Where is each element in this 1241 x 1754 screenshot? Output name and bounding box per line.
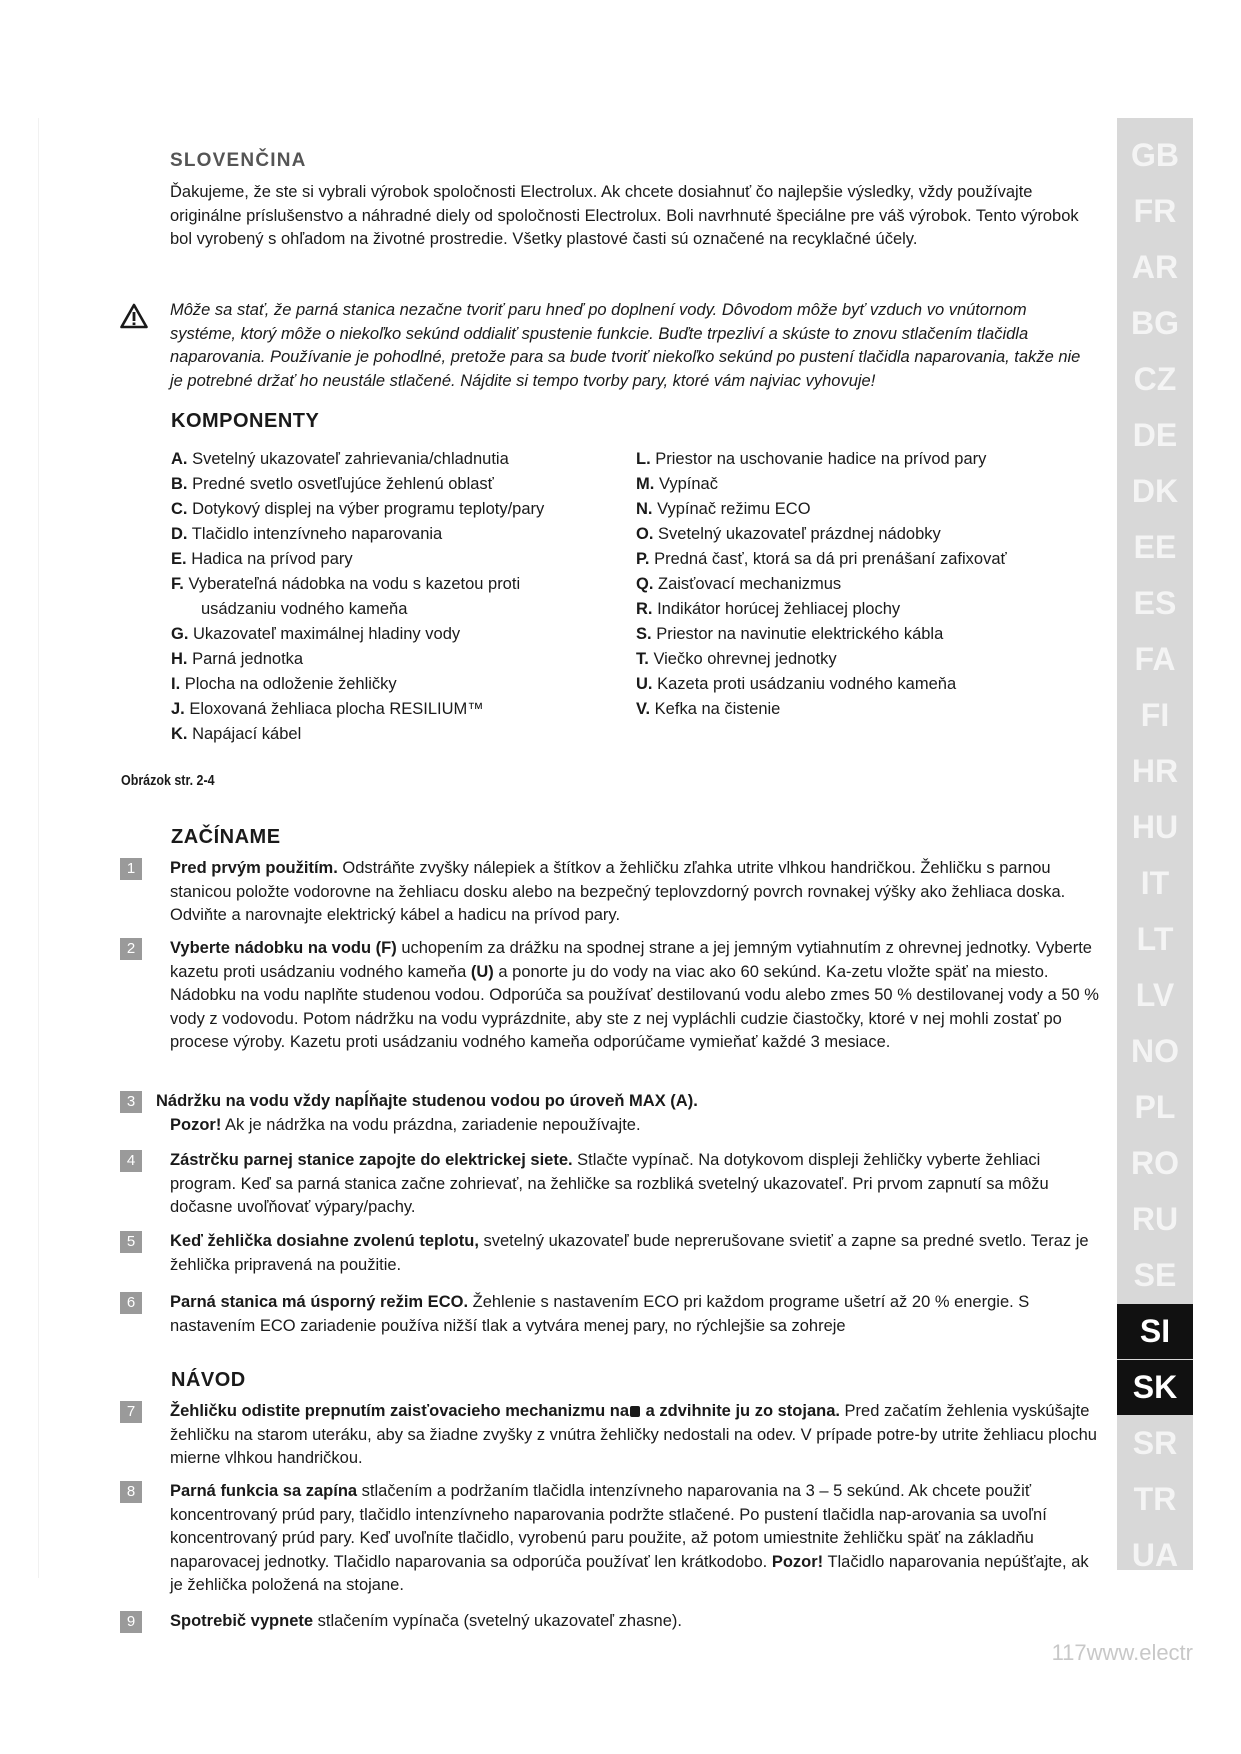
step-number-badge: 3 xyxy=(120,1091,142,1113)
step-number-badge: 6 xyxy=(120,1292,142,1314)
component-item: P. Predná časť, ktorá sa dá pri prenášaní zafixovať xyxy=(636,550,1007,568)
language-tab-fa[interactable]: FA xyxy=(1134,641,1176,677)
language-tab-dk[interactable]: DK xyxy=(1131,473,1179,509)
component-item: K. Napájací kábel xyxy=(171,725,302,743)
component-item: D. Tlačidlo intenzívneho naparovania xyxy=(171,525,443,543)
component-item: N. Vypínač režimu ECO xyxy=(636,500,811,518)
language-tab-ee[interactable]: EE xyxy=(1133,529,1177,565)
language-tab-fi[interactable]: FI xyxy=(1140,697,1170,733)
language-tab-fr[interactable]: FR xyxy=(1133,193,1177,229)
language-tab-pl[interactable]: PL xyxy=(1134,1089,1176,1125)
lock-icon xyxy=(630,1406,640,1417)
language-tab-se[interactable]: SE xyxy=(1133,1257,1177,1293)
language-tab-lt[interactable]: LT xyxy=(1136,921,1174,957)
language-tab-ro[interactable]: RO xyxy=(1131,1145,1179,1181)
language-tab-ua[interactable]: UA xyxy=(1131,1537,1179,1573)
step-number-badge: 9 xyxy=(120,1611,142,1633)
component-item: L. Priestor na uschovanie hadice na prívod pary xyxy=(636,450,987,468)
language-tab-gb[interactable]: GB xyxy=(1131,137,1179,173)
component-item: F. Vyberateľná nádobka na vodu s kazetou proti xyxy=(171,575,521,593)
language-tabs xyxy=(1117,118,1193,1573)
component-item: S. Priestor na navinutie elektrického kábla xyxy=(636,625,944,643)
component-item: U. Kazeta proti usádzaniu vodného kameňa xyxy=(636,675,957,693)
step-text: Parná funkcia sa zapína stlačením a podržaním tlačidla intenzívneho naparovania na 3 – 5 sekúnd. Ak chcete použiť koncentrovaný prúd pary, tlačidlo intenzívneho naparovania podržte stlačené. Po pustení tlačidla nap-arovania sa uvoľní koncentrovaný prúd pary. Keď uvoľníte tlačidlo, vyrobenú paru použite, až potom umiestnite žehličku späť na základňu naparovacej jednotky. Tlačidlo naparovania sa odporúča používať len krátkodobo. Pozor! Tlačidlo naparovania nepúšťajte, ak je žehlička položená na stojane. xyxy=(170,1482,1089,1594)
instructions-heading: NÁVOD xyxy=(171,1369,246,1391)
step-text: Parná stanica má úsporný režim ECO. Žehlenie s nastavením ECO pri každom programe ušetrí až 20 % energie. S nastavením ECO zariadenie používa nižší tlak a vytvára menej pary, no rýchlejšie sa zohreje xyxy=(170,1293,1030,1335)
component-item: I. Plocha na odloženie žehličky xyxy=(171,675,397,693)
components-list-left xyxy=(171,447,544,747)
step-text: Spotrebič vypnete stlačením vypínača (svetelný ukazovateľ zhasne). xyxy=(170,1612,682,1630)
language-tab-cz[interactable]: CZ xyxy=(1133,361,1177,397)
step-number-badge: 4 xyxy=(120,1150,142,1172)
language-tab-ru[interactable]: RU xyxy=(1131,1201,1179,1237)
language-tab-bg[interactable]: BG xyxy=(1131,305,1179,341)
language-tab-it[interactable]: IT xyxy=(1140,865,1170,901)
warning-paragraph: Môže sa stať, že parná stanica nezačne tvoriť paru hneď po doplnení vody. Dôvodom môže byť vzduch vo vnútornom systéme, ktorý môže o niekoľko sekúnd oddialiť spustenie funkcie. Buďte trpezliví a skúste to znovu stlačením tlačidla naparovania. Používanie je pohodlné, pretože para sa bude tvoriť niekoľko sekúnd po pustení tlačidla naparovania, takže nie je potrebné držať ho neustále stlačené. Nájdite si tempo tvorby pary, ktoré vám najviac vyhovuje! xyxy=(170,301,1081,390)
component-item: E. Hadica na prívod pary xyxy=(171,550,353,568)
step-text: Pred prvým použitím. Odstráňte zvyšky nálepiek a štítkov a žehličku zľahka utrite vlhkou handričkou. Žehličku s parnou stanicou položte vodorovne na žehliacu dosku alebo na bezpečný teplovzdorný povrch rovnakej výšky ako žehliaca doska. Odviňte a narovnajte elektrický kábel a hadicu na prívod pary. xyxy=(170,859,1066,924)
language-tab-lv[interactable]: LV xyxy=(1135,977,1175,1013)
component-item: R. Indikátor horúcej žehliacej plochy xyxy=(636,600,901,618)
step-number-badge: 5 xyxy=(120,1231,142,1253)
language-tab-si[interactable]: SI xyxy=(1117,1304,1193,1359)
step-number-badge: 1 xyxy=(120,858,142,880)
components-list-right xyxy=(636,447,1007,722)
step-text: Žehličku odistite prepnutím zaisťovacieho mechanizmu na a zdvihnite ju zo stojana. Pred začatím žehlenia vyskúšajte žehličku na starom uteráku, aby sa žiadne zvyšky z vnútra žehličky nedostali na odev. V prípade potre-by utrite žehliacu plochu mierne vlhkou handričkou. xyxy=(170,1402,1097,1467)
step-number-badge: 8 xyxy=(120,1481,142,1503)
language-tab-tr[interactable]: TR xyxy=(1133,1481,1177,1517)
component-item: G. Ukazovateľ maximálnej hladiny vody xyxy=(171,625,461,643)
component-item-continuation: usádzaniu vodného kameňa xyxy=(201,600,408,618)
language-tab-ar[interactable]: AR xyxy=(1131,249,1179,285)
step-text: Vyberte nádobku na vodu (F) uchopením za drážku na spodnej strane a jej jemným vytiahnutím z ohrevnej jednotky. Vyberte kazetu proti usádzaniu vodného kameňa (U) a ponorte ju do vody na viac ako 60 sekúnd. Ka-zetu vložte späť na miesto. Nádobku na vodu naplňte studenou vodou. Odporúča sa používať destilovanú vodu alebo zmes 50 % destilovanej vody a 50 % vody z vodovodu. Potom nádržku na vodu vyprázdnite, aby ste z nej vypláchli cudzie čiastočky, ktoré v nej mohli zostať po procese výroby. Kazetu proti usádzaniu vodného kameňa odporúčame vymieňať každé 3 mesiace. xyxy=(170,939,1099,1051)
component-item: C. Dotykový displej na výber programu teploty/pary xyxy=(171,500,545,518)
component-item: T. Viečko ohrevnej jednotky xyxy=(636,650,837,668)
figure-reference: Obrázok str. 2-4 xyxy=(121,773,215,789)
page-number: 117 xyxy=(1051,1640,1087,1665)
component-item: O. Svetelný ukazovateľ prázdnej nádobky xyxy=(636,525,941,543)
component-item: J. Eloxovaná žehliaca plocha RESILIUM™ xyxy=(171,700,484,718)
component-item: V. Kefka na čistenie xyxy=(636,700,781,718)
step-number-badge: 7 xyxy=(120,1401,142,1423)
intro-paragraph: Ďakujeme, že ste si vybrali výrobok spoločnosti Electrolux. Ak chcete dosiahnuť čo najlepšie výsledky, vždy používajte originálne príslušenstvo a náhradné diely od spoločnosti Electrolux. Boli navrhnuté špeciálne pre váš výrobok. Tento výrobok bol vyrobený s ohľadom na životné prostredie. Všetky plastové časti sú označené na recyklačné účely. xyxy=(170,183,1079,248)
component-item: B. Predné svetlo osvetľujúce žehlenú oblasť xyxy=(171,475,494,493)
language-tab-sk[interactable]: SK xyxy=(1117,1360,1193,1415)
getting-started-heading: ZAČÍNAME xyxy=(171,826,281,848)
page-edge-line xyxy=(38,118,39,1578)
step-number-badge: 2 xyxy=(120,938,142,960)
language-tab-hr[interactable]: HR xyxy=(1131,753,1179,789)
language-heading: SLOVENČINA xyxy=(170,150,307,171)
language-tab-no[interactable]: NO xyxy=(1131,1033,1179,1069)
language-tab-es[interactable]: ES xyxy=(1133,585,1177,621)
page-footer xyxy=(1052,1640,1193,1666)
component-item: A. Svetelný ukazovateľ zahrievania/chladnutia xyxy=(171,450,509,468)
step-text: Nádržku na vodu vždy napĺňajte studenou vodou po úroveň MAX (A). Pozor! Ak je nádržka na vodu prázdna, zariadenie nepoužívajte. xyxy=(156,1092,698,1134)
language-tab-hu[interactable]: HU xyxy=(1131,809,1179,845)
component-item: H. Parná jednotka xyxy=(171,650,304,668)
step-text: Keď žehlička dosiahne zvolenú teplotu, svetelný ukazovateľ bude neprerušovane svietiť a zapne sa predné svetlo. Teraz je žehlička pripravená na použitie. xyxy=(170,1232,1089,1274)
language-tab-de[interactable]: DE xyxy=(1132,417,1178,453)
component-item: M. Vypínač xyxy=(636,475,718,493)
warning-icon xyxy=(120,303,148,329)
language-tab-sr[interactable]: SR xyxy=(1132,1425,1178,1461)
footer-website: www.electr xyxy=(1086,1640,1193,1665)
step-text: Zástrčku parnej stanice zapojte do elektrickej siete. Stlačte vypínač. Na dotykovom displeji žehličky vyberte žehliaci program. Keď sa parná stanica začne zohrievať, na žehličke sa rozbliká svetelný ukazovateľ. Pri prvom zapnutí sa môžu dočasne uvoľňovať výpary/pachy. xyxy=(170,1151,1049,1216)
components-heading: KOMPONENTY xyxy=(171,410,320,432)
component-item: Q. Zaisťovací mechanizmus xyxy=(636,575,842,593)
